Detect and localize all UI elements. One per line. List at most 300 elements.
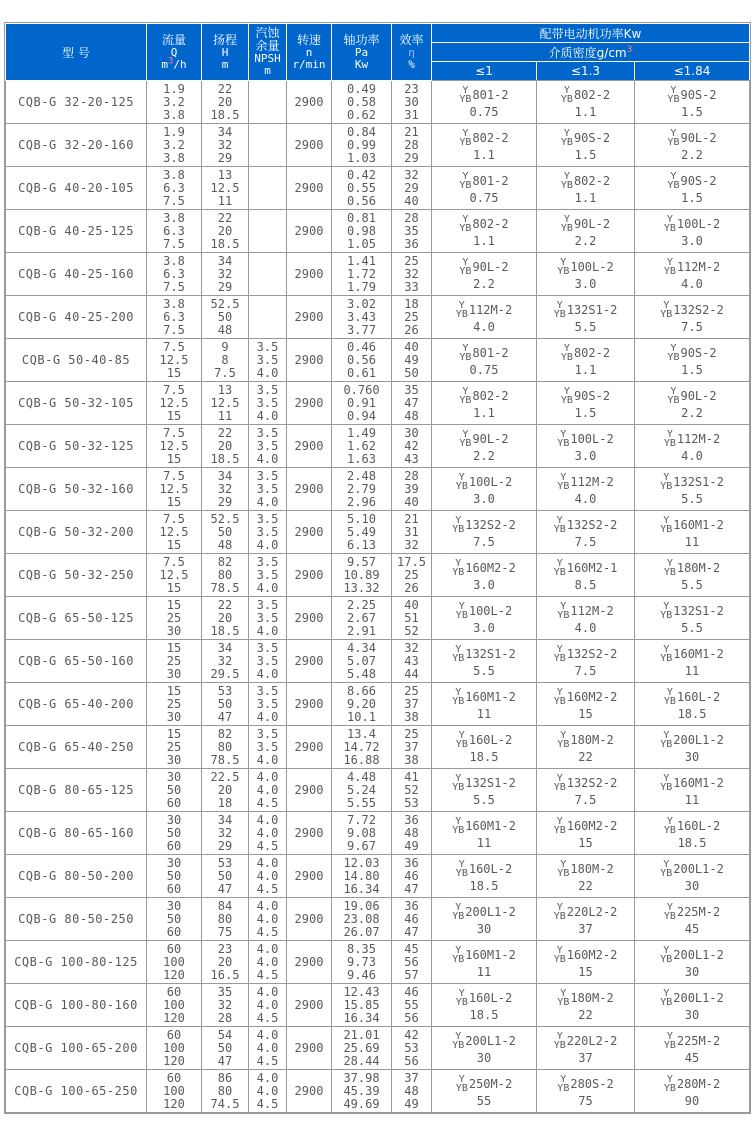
motor-frame: 132S2-2 [566, 646, 618, 661]
motor-kw: 18.5 [469, 749, 499, 764]
eff-cell-line: 21 [404, 511, 419, 526]
motor-model [667, 86, 716, 104]
eff-cell-line: 25 [404, 309, 419, 324]
motor-frame: 280M-2 [676, 1076, 721, 1091]
motor-series-y: Y [670, 127, 677, 139]
flow-cell [147, 683, 202, 726]
power-cell-line: 16.34 [343, 1010, 380, 1025]
speed-cell: 2900 [287, 597, 332, 640]
motor-series-yb: YB [452, 566, 465, 578]
motor-kw: 75 [578, 1093, 593, 1108]
power-cell-line: 7.72 [347, 812, 376, 827]
motor-series-yb: YB [459, 136, 472, 148]
motor-series-prefix [660, 860, 672, 878]
motor-series-yb: YB [455, 867, 468, 879]
head-cell-line: 29 [217, 279, 233, 294]
motor-model [664, 903, 720, 921]
table-row [6, 296, 750, 339]
power-cell-line: 8.35 [347, 941, 376, 956]
motor-frame: 90L-2 [680, 388, 717, 403]
power-cell [332, 210, 392, 253]
head-cell-line: 20 [217, 954, 233, 969]
motor-series-yb: YB [452, 523, 465, 535]
head-cell-line: 48 [217, 537, 233, 552]
motor-model [660, 946, 724, 964]
eff-cell [392, 984, 432, 1027]
npsh-cell-line: 4.0 [256, 365, 279, 380]
motor-spec [635, 301, 749, 334]
motor-series-yb: YB [452, 1039, 465, 1051]
motor-kw: 45 [684, 1050, 700, 1065]
npsh-cell [249, 167, 287, 210]
motor-model [452, 516, 516, 534]
table-row [6, 726, 750, 769]
motor-series-yb: YB [667, 394, 680, 406]
head-cell [202, 81, 249, 124]
npsh-cell-line: 3.5 [256, 524, 279, 539]
motor-series-prefix [667, 172, 679, 190]
eff-cell-line: 37 [404, 696, 419, 711]
motor-series-prefix [660, 602, 672, 620]
motor-series-yb: YB [557, 609, 570, 621]
npsh-cell-line: 4.5 [256, 1010, 279, 1025]
eff-cell [392, 468, 432, 511]
motor-spec [432, 602, 536, 635]
eff-cell-line: 26 [404, 580, 419, 595]
npsh-cell-line: 4.0 [256, 451, 279, 466]
motor-series-yb: YB [452, 695, 465, 707]
motor-series-yb: YB [663, 1082, 676, 1094]
motor-series-yb: YB [459, 179, 472, 191]
motor-frame: 90L-2 [472, 431, 509, 446]
eff-cell-line: 56 [404, 1010, 419, 1025]
motor-cell [537, 769, 635, 812]
motor-kw: 30 [684, 749, 700, 764]
motor-kw: 1.5 [574, 405, 597, 420]
flow-cell [147, 898, 202, 941]
head-cell-line: 7.5 [214, 365, 236, 380]
head-cell-line: 54 [217, 1027, 233, 1042]
power-cell-line: 9.20 [347, 696, 376, 711]
npsh-cell-line: 4.0 [256, 812, 279, 827]
power-cell [332, 382, 392, 425]
head-cell-line: 86 [217, 1070, 233, 1085]
eff-cell [392, 898, 432, 941]
flow-cell-line: 60 [166, 1027, 182, 1042]
motor-frame: 801-2 [472, 345, 509, 360]
npsh-cell-line: 4.0 [256, 1070, 279, 1085]
motor-series-y: Y [462, 170, 469, 182]
head-cell [202, 941, 249, 984]
motor-kw: 22 [578, 749, 593, 764]
motor-series-y: Y [663, 600, 670, 612]
npsh-cell-line: 3.5 [256, 511, 279, 526]
motor-frame: 100L-2 [570, 431, 614, 446]
eff-cell-line: 26 [404, 322, 419, 337]
eff-cell [392, 1070, 432, 1113]
power-cell [332, 339, 392, 382]
motor-spec [432, 774, 536, 807]
motor-cell [635, 855, 750, 898]
head-cell [202, 683, 249, 726]
motor-series-prefix [554, 301, 566, 319]
col-header-npsh: 汽蚀 余量 NPSH m [249, 24, 287, 81]
motor-kw: 4.0 [681, 448, 703, 463]
motor-cell [635, 1027, 750, 1070]
power-cell [332, 296, 392, 339]
speed-cell: 2900 [287, 511, 332, 554]
motor-cell [432, 210, 537, 253]
motor-series-prefix [557, 989, 569, 1007]
table-row [6, 640, 750, 683]
model-cell: CQB-G 40-25-125 [6, 210, 147, 253]
motor-model [554, 516, 618, 534]
head-cell-line: 32 [217, 997, 233, 1012]
flow-cell-line: 3.8 [163, 167, 185, 182]
eff-cell-line: 21 [404, 124, 419, 139]
motor-spec [537, 903, 634, 936]
eff-cell-line: 35 [404, 382, 419, 397]
npsh-cell [249, 468, 287, 511]
eff-cell-line: 44 [404, 666, 419, 681]
head-cell-line: 29 [217, 494, 233, 509]
motor-spec [432, 688, 536, 721]
motor-series-y: Y [455, 1030, 462, 1042]
col-header-model: 型 号 [6, 24, 147, 81]
motor-kw: 1.5 [574, 147, 597, 162]
table-row [6, 855, 750, 898]
npsh-cell-line [249, 281, 286, 294]
power-cell [332, 898, 392, 941]
flow-cell-line: 30 [166, 855, 182, 870]
flow-cell [147, 984, 202, 1027]
motor-cell [537, 1070, 635, 1113]
motor-cell [537, 898, 635, 941]
npsh-cell-line [249, 169, 286, 182]
eff-cell-line: 35 [404, 223, 419, 238]
head-cell-line: 20 [217, 782, 233, 797]
npsh-cell-line: 3.5 [256, 438, 279, 453]
motor-spec [635, 344, 749, 377]
eff-cell-line: 36 [404, 236, 419, 251]
flow-cell-line: 7.5 [163, 554, 185, 569]
motor-series-y: Y [560, 600, 567, 612]
motor-series-yb: YB [459, 222, 472, 234]
motor-model [557, 1075, 613, 1093]
motor-series-yb: YB [553, 308, 566, 320]
motor-frame: 90S-2 [680, 345, 717, 360]
power-cell-line: 0.98 [347, 223, 376, 238]
motor-frame: 280S-2 [570, 1076, 614, 1091]
flow-cell-line: 25 [166, 653, 182, 668]
npsh-cell [249, 769, 287, 812]
npsh-cell [249, 81, 287, 124]
motor-frame: 160L-2 [676, 818, 721, 833]
motor-model [664, 1032, 720, 1050]
flow-cell [147, 812, 202, 855]
motor-model [554, 301, 618, 319]
head-cell [202, 339, 249, 382]
head-cell-line: 47 [217, 1053, 233, 1068]
speed-cell: 2900 [287, 812, 332, 855]
motor-series-prefix [554, 774, 566, 792]
motor-spec [537, 344, 634, 377]
motor-series-y: Y [563, 342, 570, 354]
motor-spec [432, 860, 536, 893]
motor-kw: 30 [476, 1050, 492, 1065]
motor-frame: 801-2 [472, 87, 509, 102]
head-cell-line: 78.5 [210, 752, 240, 767]
motor-series-prefix [452, 774, 464, 792]
model-cell: CQB-G 100-80-125 [6, 941, 147, 984]
motor-cell [432, 511, 537, 554]
motor-spec [537, 430, 634, 463]
motor-cell [635, 1070, 750, 1113]
motor-kw: 1.1 [574, 190, 597, 205]
npsh-cell-line: 4.0 [256, 984, 279, 999]
motor-series-y: Y [560, 858, 567, 870]
motor-cell [537, 726, 635, 769]
motor-series-y: Y [663, 987, 670, 999]
motor-series-prefix [664, 559, 676, 577]
motor-frame: 160M1-2 [465, 947, 516, 962]
motor-kw: 5.5 [681, 620, 703, 635]
npsh-cell-line: 4.0 [256, 408, 279, 423]
motor-series-yb: YB [455, 308, 468, 320]
col-header-density-le-1-3: ≤1.3 [537, 62, 635, 81]
npsh-cell-line [249, 96, 286, 109]
power-cell-line: 0.81 [347, 210, 376, 225]
motor-spec [635, 258, 749, 291]
flow-cell-line: 30 [166, 666, 182, 681]
motor-frame: 802-2 [472, 388, 509, 403]
superscript-3: 3 [626, 44, 633, 55]
head-cell-line: 9 [221, 339, 229, 354]
flow-cell-line: 25 [166, 739, 182, 754]
motor-series-yb: YB [560, 394, 573, 406]
eff-cell-line: 52 [404, 782, 419, 797]
motor-model [459, 387, 508, 405]
npsh-cell [249, 898, 287, 941]
motor-spec [537, 774, 634, 807]
motor-series-prefix [459, 86, 471, 104]
motor-spec [635, 473, 749, 506]
motor-cell [537, 253, 635, 296]
motor-series-prefix [667, 129, 679, 147]
motor-cell [635, 81, 750, 124]
motor-series-prefix [664, 1032, 676, 1050]
power-cell-line: 1.62 [347, 438, 376, 453]
flow-cell-line: 3.8 [163, 150, 185, 165]
head-cell-line: 80 [217, 1083, 233, 1098]
npsh-cell-line [249, 139, 286, 152]
motor-kw: 3.0 [473, 491, 495, 506]
npsh-cell-line [249, 152, 286, 165]
motor-series-yb: YB [452, 910, 465, 922]
eff-cell-line: 31 [404, 107, 419, 122]
table-row [6, 468, 750, 511]
motor-series-yb: YB [553, 523, 566, 535]
motor-kw: 7.5 [574, 534, 597, 549]
motor-spec [635, 903, 749, 936]
npsh-cell-line: 4.5 [256, 795, 279, 810]
motor-cell [432, 640, 537, 683]
motor-kw: 5.5 [473, 792, 495, 807]
flow-cell-line: 1.9 [163, 124, 185, 139]
head-cell-line: 75 [217, 924, 233, 939]
npsh-cell-line: 3.5 [256, 425, 279, 440]
power-cell-line: 9.67 [347, 838, 376, 853]
motor-kw: 4.0 [574, 491, 597, 506]
power-cell-line: 2.48 [347, 468, 376, 483]
head-cell-line: 11 [217, 193, 233, 208]
power-cell-line: 2.79 [347, 481, 376, 496]
motor-frame: 90S-2 [573, 130, 611, 145]
motor-cell [635, 812, 750, 855]
head-cell-line: 11 [217, 408, 233, 423]
motor-series-prefix [459, 129, 471, 147]
motor-kw: 1.5 [681, 362, 703, 377]
motor-spec [537, 688, 634, 721]
speed-cell: 2900 [287, 1070, 332, 1113]
motor-kw: 55 [476, 1093, 492, 1108]
npsh-cell-line [249, 255, 286, 268]
table-header [6, 24, 750, 81]
head-cell-line: 8 [221, 352, 229, 367]
power-cell-line: 0.42 [347, 167, 376, 182]
motor-series-yb: YB [560, 93, 573, 105]
motor-series-y: Y [670, 385, 677, 397]
flow-cell-line: 15 [166, 580, 182, 595]
eff-cell [392, 812, 432, 855]
motor-model [561, 172, 610, 190]
motor-series-y: Y [458, 987, 465, 999]
motor-series-yb: YB [452, 824, 465, 836]
table-row [6, 1070, 750, 1113]
motor-cell [537, 941, 635, 984]
motor-series-prefix [557, 731, 569, 749]
motor-model [452, 946, 516, 964]
motor-frame: 132S1-2 [566, 302, 618, 317]
motor-kw: 11 [684, 534, 700, 549]
flow-cell-line: 12.5 [159, 395, 189, 410]
head-cell-line: 50 [217, 524, 233, 539]
speed-cell: 2900 [287, 554, 332, 597]
model-cell: CQB-G 32-20-160 [6, 124, 147, 167]
motor-model [660, 516, 724, 534]
motor-kw: 18.5 [469, 1007, 499, 1022]
head-cell-line: 12.5 [210, 180, 240, 195]
motor-series-yb: YB [663, 437, 676, 449]
flow-cell-line: 100 [163, 997, 185, 1012]
table-row [6, 1027, 750, 1070]
motor-series-y: Y [462, 84, 469, 96]
eff-cell-line: 57 [404, 967, 419, 982]
npsh-cell [249, 941, 287, 984]
flow-cell [147, 253, 202, 296]
motor-model [557, 989, 613, 1007]
npsh-cell-line [249, 212, 286, 225]
motor-spec [432, 731, 536, 764]
motor-kw: 15 [578, 964, 593, 979]
power-cell-line: 25.69 [343, 1040, 380, 1055]
motor-model [554, 688, 618, 706]
head-cell-line: 18.5 [210, 623, 240, 638]
motor-spec [635, 215, 749, 248]
flow-cell-line: 15 [166, 451, 182, 466]
power-cell-line: 3.02 [347, 296, 376, 311]
power-cell-line: 12.03 [343, 855, 380, 870]
power-cell-line: 13.4 [347, 726, 376, 741]
motor-cell [635, 597, 750, 640]
motor-spec [537, 1075, 634, 1108]
table-row [6, 210, 750, 253]
motor-cell [635, 898, 750, 941]
power-cell-line: 1.05 [347, 236, 376, 251]
flow-cell [147, 769, 202, 812]
motor-series-y: Y [455, 815, 462, 827]
motor-model [660, 860, 724, 878]
flow-cell-line: 12.5 [159, 567, 189, 582]
eff-cell-line: 40 [404, 193, 419, 208]
model-cell: CQB-G 32-20-125 [6, 81, 147, 124]
motor-series-y: Y [556, 643, 563, 655]
speed-cell: 2900 [287, 855, 332, 898]
motor-frame: 802-2 [472, 216, 509, 231]
motor-series-yb: YB [553, 652, 566, 664]
power-cell [332, 81, 392, 124]
motor-series-y: Y [666, 1073, 673, 1085]
motor-kw: 3.0 [473, 577, 495, 592]
motor-model [664, 430, 720, 448]
power-cell-line: 2.96 [347, 494, 376, 509]
motor-cell [432, 167, 537, 210]
power-cell-line: 16.88 [343, 752, 380, 767]
motor-model [667, 129, 716, 147]
motor-series-y: Y [560, 987, 567, 999]
motor-series-prefix [452, 1032, 464, 1050]
motor-kw: 15 [578, 706, 593, 721]
eff-cell-line: 40 [404, 494, 419, 509]
eff-cell-line: 36 [404, 855, 419, 870]
eff-cell-line: 52 [404, 623, 419, 638]
motor-cell [635, 210, 750, 253]
motor-frame: 112M-2 [676, 259, 721, 274]
motor-frame: 100L-2 [570, 259, 614, 274]
flow-cell-line: 60 [166, 924, 182, 939]
power-cell-line: 0.49 [347, 81, 376, 96]
motor-model [554, 817, 618, 835]
motor-model [459, 215, 508, 233]
motor-series-prefix [459, 430, 471, 448]
motor-model [452, 817, 516, 835]
motor-kw: 11 [476, 706, 492, 721]
motor-model [459, 172, 508, 190]
motor-series-prefix [452, 559, 464, 577]
motor-kw: 2.2 [681, 405, 703, 420]
eff-cell [392, 167, 432, 210]
motor-series-y: Y [663, 299, 670, 311]
flow-cell-line: 6.3 [163, 223, 185, 238]
motor-frame: 132S2-2 [566, 775, 618, 790]
motor-cell [432, 984, 537, 1027]
motor-series-y: Y [556, 1030, 563, 1042]
motor-kw: 22 [578, 878, 593, 893]
motor-cell [432, 726, 537, 769]
npsh-cell-line [249, 268, 286, 281]
motor-model [667, 172, 716, 190]
flow-cell-line: 7.5 [163, 511, 185, 526]
